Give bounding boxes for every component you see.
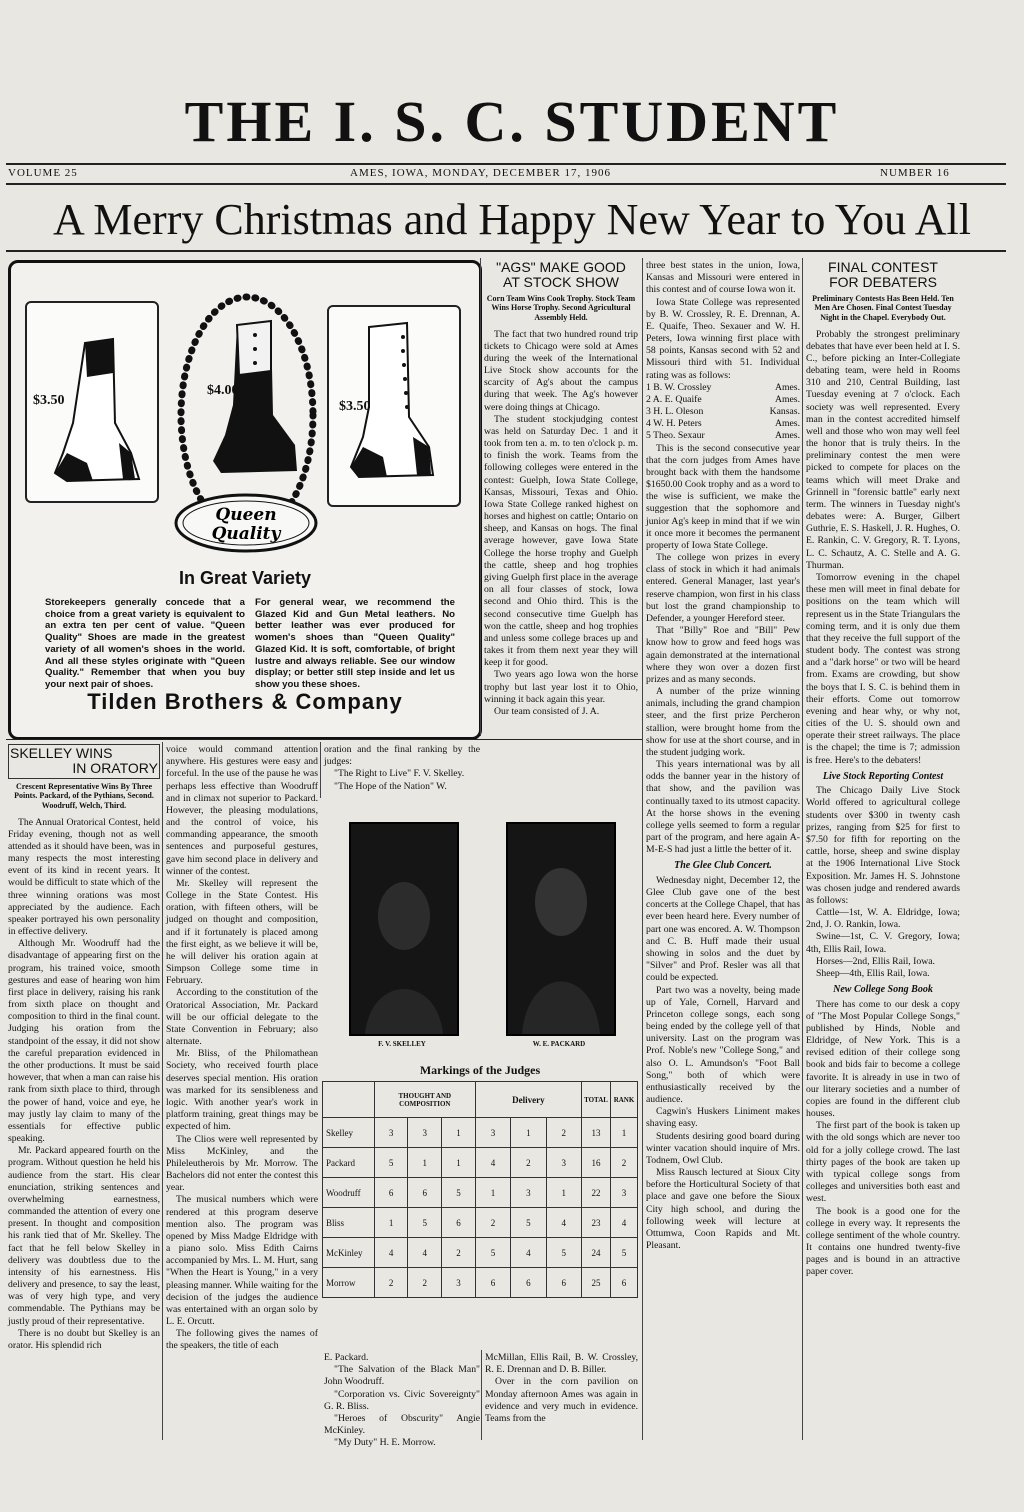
ags-paragraph: A number of the prize winning animals, including the grand champion steer, and the first prize Percheron stallion, were brought home from the show for use at the short course, and in the student judging work. [646, 686, 800, 758]
debate-paragraph: Tomorrow evening in the chapel these men will meet in final debate for positions on the team which will represent us in the State Triangulars the coming term, and it is only due them that they receive the full support of the student body. The contest was strong and a "dark horse" or two will be heard from. Exams are crowding, but show the boys that I. S. C. is behind them in their efforts. Come out tomorrow evening and hear why, or why not, cities of the U. S. should own and operate their street railways. The place is the chapel; the time is 7; admission is free. Here's to the debaters! [806, 572, 960, 766]
score-cell: 5 [442, 1178, 476, 1208]
rating-place: Ames. [774, 381, 800, 393]
dateline: AMES, IOWA, MONDAY, DECEMBER 17, 1906 [350, 167, 611, 179]
caption-skelley: F. V. SKELLEY [378, 1040, 426, 1048]
queen-quality-ad [8, 260, 482, 740]
svg-text:Queen: Queen [215, 505, 277, 525]
rating-name: B. W. Crossley [653, 381, 712, 393]
oratory-column-1 [8, 744, 160, 1440]
total-cell: 25 [582, 1268, 611, 1298]
score-cell: 6 [511, 1268, 546, 1298]
oratory-paragraph: Mr. Packard appeared fourth on the program. Without question he held his audience from the start. His clear enunciation, striking sentences and overwhelming earnestness, commanded the attention of every one present. In thought and composition his rank tied that of Mr. Skelley. The fact that he fell below Skelley in delivery was doubtless due to the intensity of his earnestness. His delivery and presence, to say the least, was of very high type, and very commendable. The Pythians may be justly proud of their representative. [8, 1145, 160, 1327]
ags-story-column-1 [484, 260, 638, 790]
oratory-paragraph: Mr. Bliss, of the Philomathean Society, who received fourth place deserves special mention. His oration was marked for its sensibleness and logic. With another year's work in platform training, great things may be expected of him. [166, 1048, 318, 1133]
column-rule [802, 258, 803, 1440]
score-cell: 5 [475, 1238, 510, 1268]
score-cell: 1 [475, 1178, 510, 1208]
song-book-paragraph: The book is a good one for the college in every way. It represents the college sentiment of the whole country. It contains one hundred twenty-five pages and is bound in an attractive paper cover. [806, 1205, 960, 1278]
ags-paragraph: The fact that two hundred round trip tickets to Chicago were sold at Ames during the week of the International Live Stock show accounts for the scarcity of Ag's about the campus during that week. The Ag's however were doing things at Chicago. [484, 328, 638, 413]
oration-title: "My Duty" H. E. Morrow. [334, 1437, 436, 1449]
oration-title: "The Right to Live" F. V. Skelley. [334, 768, 465, 780]
judges-table-title: Markings of the Judges [419, 1063, 541, 1077]
ags-paragraph: This is the second consecutive year that the corn judges from Ames have brought back with them the handsome $1650.00 Cook trophy and as a word to the wise is sufficient, we make the suggestion that the sophomore and junior Ag's keep in mind that if we win it once more it becomes the permanent property of Iowa State College. [646, 442, 800, 551]
score-cell: 6 [442, 1208, 476, 1238]
live-stock-headline: Live Stock Reporting Contest [822, 770, 944, 782]
rating-rank: 3 [646, 406, 651, 418]
score-cell: 5 [374, 1148, 408, 1178]
rating-row [646, 406, 800, 418]
speaker-name: Skelley [323, 1118, 375, 1148]
rank-cell: 1 [611, 1118, 638, 1148]
notice: Students desiring good board during winter vacation should inquire of Mrs. Todnem, Owl Club. [646, 1130, 800, 1166]
rating-place: Ames. [774, 418, 800, 430]
score-cell: 4 [511, 1238, 546, 1268]
debate-deck: Preliminary Contests Has Been Held. Ten Men Are Chosen. Final Contest Tuesday Night in the Chapel. Everybody Out. [812, 293, 954, 322]
score-cell: 5 [546, 1238, 581, 1268]
judges-table [322, 1081, 638, 1298]
rank-cell: 6 [611, 1268, 638, 1298]
ags-paragraph: Two years ago Iowa won the horse trophy but last year lost it to Ohio, winning it back again this year. [484, 669, 638, 705]
oratory-paragraph: Mr. Skelley will represent the College in the State Contest. His oration, with fifteen others, will be judged on thought and composition, and if it fortunately is placed among the first eight, as we believe it will be, he will deliver his oration again at Simpson College some time in February. [166, 877, 318, 987]
orations-list-bottom [324, 1352, 480, 1449]
ags-paragraph: Over in the corn pavilion on Monday afternoon Ames was again in evidence and very much in evidence. Teams from the [485, 1376, 638, 1424]
speaker-name: Morrow [323, 1268, 375, 1298]
photo-skelley [349, 822, 459, 1036]
song-book-headline: New College Song Book [833, 984, 933, 996]
column-rule [481, 1350, 482, 1440]
greeting-rule [6, 250, 1006, 252]
header-total: TOTAL [582, 1082, 611, 1118]
oration-title: "The Hope of the Nation" W. [334, 780, 447, 792]
rating-row [646, 394, 800, 406]
total-cell: 23 [582, 1208, 611, 1238]
ags-paragraph: The college won prizes in every class of stock in which it had animals entered. General Manager, last year's reserve champion, won first in his class but lost the grand championship to Defender, a younger Hereford steer. [646, 552, 800, 624]
score-cell: 3 [408, 1118, 442, 1148]
score-cell: 2 [475, 1208, 510, 1238]
score-cell: 2 [511, 1148, 546, 1178]
score-cell: 2 [408, 1268, 442, 1298]
table-row [323, 1268, 638, 1298]
rank-cell: 5 [611, 1238, 638, 1268]
ad-body-right: For general wear, we recommend the Glazed Kid and Gun Metal leathers. No better leather was ever produced for women's shoes than "Queen Quality" Glazed Kid. It is soft, comfortable, of bright lustre and always reliable. See our window display; or better still step inside and let us show you these shoes. [255, 597, 455, 690]
award: Swine—1st, C. V. Gregory, Iowa; 4th, Ellis Rail, Iowa. [806, 931, 960, 955]
oration-title: E. Packard. [324, 1352, 369, 1363]
oratory-paragraph: The following gives the names of the speakers, the title of each [166, 1328, 318, 1352]
ags-continued: three best states in the union, Iowa, Kansas and Missouri were entered in this contest and of course Iowa won it. [646, 260, 800, 296]
score-cell: 1 [408, 1148, 442, 1178]
oratory-headline [8, 744, 160, 779]
ags-headline-line: "AGS" MAKE GOOD [496, 259, 626, 275]
masthead-rule-top [6, 163, 1006, 165]
oratory-headline-line: SKELLEY WINS [10, 745, 113, 761]
ags-paragraph: That "Billy" Roe and "Bill" Pew know how to grow and feed hogs was again demonstrated at the international where they won over a dozen first prizes and as many seconds. [646, 625, 800, 685]
score-cell: 3 [511, 1178, 546, 1208]
score-cell: 3 [442, 1268, 476, 1298]
issue-number: NUMBER 16 [880, 167, 950, 179]
ags-team-continued: McMillan, Ellis Rail, B. W. Crossley, R. E. Drennan and D. B. Biller. [485, 1352, 638, 1376]
score-cell: 2 [374, 1268, 408, 1298]
speaker-name: Bliss [323, 1208, 375, 1238]
score-cell: 1 [442, 1148, 476, 1178]
song-book-paragraph: The first part of the book is taken up with the old songs which are never too old for a jolly college crowd. The last thirty pages of the book are taken up with typical college songs from colleges and universities both east and west. [806, 1120, 960, 1205]
score-cell: 6 [408, 1178, 442, 1208]
total-cell: 24 [582, 1238, 611, 1268]
total-cell: 13 [582, 1118, 611, 1148]
score-cell: 4 [546, 1208, 581, 1238]
score-cell: 5 [511, 1208, 546, 1238]
table-row [323, 1178, 638, 1208]
rank-cell: 2 [611, 1148, 638, 1178]
rating-name: W. H. Peters [653, 418, 702, 430]
score-cell: 6 [475, 1268, 510, 1298]
rating-rank: 2 [646, 393, 651, 405]
table-row [323, 1238, 638, 1268]
table-row [323, 1118, 638, 1148]
ad-company: Tilden Brothers & Company [87, 689, 403, 714]
rating-row [646, 430, 800, 442]
header-blank [323, 1082, 375, 1118]
svg-text:Quality: Quality [211, 524, 281, 544]
oration-title: "The Salvation of the Black Man" John Woodruff. [324, 1364, 480, 1388]
photo-packard [506, 822, 616, 1036]
score-cell: 1 [546, 1178, 581, 1208]
column-rule [480, 258, 481, 736]
glee-paragraph: Part two was a novelty, being made up of Yale, Cornell, Harvard and Princeton college songs, each song being ended by the college yell of that university. Last on the program was Prof. Noble's new "College Song," and also O. L. Amundson's "Foot Ball Song," both of which were enthusiastically received by the audience. [646, 984, 800, 1106]
oratory-paragraph: The Annual Oratorical Contest, held Friday evening, though not as well attended as it should have been, was in many respects the most interesting event of its kind in recent years. It would be difficult to state which of the three winning orations was most appreciated by the audience. Each speaker portrayed his own personality in effective delivery. [8, 816, 160, 938]
notice: Cagwin's Huskers Liniment makes shaving easy. [646, 1106, 800, 1130]
ags-paragraph: The student stockjudging contest was held on Saturday Dec. 1 and it took from ten a. m. to ten o'clock p. m. to finish the work. Teams from the following colleges were entered in the contest: Guelph, Iowa State College, Kansas, Missouri, Texas and Ohio. Iowa State College ranked highest on horses and highest on cattle; Ontario on sheep, and Kansas on hogs. The final average however, gave Iowa State College the horse trophy and Guelph the cattle, sheep and hog trophies giving Guelph first place in the average on all four classes of stock, Iowa second and Ohio third. This is the second consecutive time Guelph has won the cattle, sheep and hog trophies and unless some college braces up and takes it from them next year they will keep it for good. [484, 413, 638, 669]
oratory-paragraph: Although Mr. Woodruff had the disadvantage of appearing first on the program, his trained voice, smooth gestures and ease of hearing won him first place in delivery, raising his rank from sixth place on thought and composition to third in the final count. Judging his oration from the standpoint of the essay, it did not show the careful preparation evidenced in the other productions. It must be said however, that when a man can raise his rank from sixth place to third, through the power of hand, voice and eye, he may justly lay claim to many of the essentials for effective public speaking. [8, 938, 160, 1145]
debate-column [806, 260, 960, 1440]
rating-name: A. E. Quaife [652, 393, 702, 405]
ags-paragraph: This years international was by all odds the banner year in the history of that show, and the pavilion was continually taxed to its utmost capacity. At the horse shows in the evening college yells seemed to form a regular part of the program, and here again A-M-E-S had just a little the better of it. [646, 759, 800, 856]
rank-cell: 4 [611, 1208, 638, 1238]
header-thought: THOUGHT AND COMPOSITION [374, 1082, 475, 1118]
rating-name: Theo. Sexaur [653, 430, 705, 442]
rating-rank: 1 [646, 381, 651, 393]
ags-paragraph: Iowa State College was represented by B. W. Crossley, R. E. Drennan, A. E. Quaife, Theo. Sexauer and W. H. Peters, Iowa winning first place with 58 points, Kansas second with 52 and Missouri third with 51. Individual rating was as follows: [646, 296, 800, 381]
score-cell: 4 [408, 1238, 442, 1268]
price-center: $4.00 [207, 383, 239, 398]
header-delivery: Delivery [475, 1082, 581, 1118]
live-stock-paragraph: The Chicago Daily Live Stock World offered to agricultural college students over $300 in twenty cash prizes, ranging from $25 for first to $7.50 for fifth for reporting on the cattle, horse, sheep and swine display at the 1906 International Live Stock Exposition. Mr. James H. S. Johnstone was chosen judge and rendered awards as follows: [806, 785, 960, 906]
table-header-row [323, 1082, 638, 1118]
rating-rank: 5 [646, 430, 651, 442]
score-cell: 2 [442, 1238, 476, 1268]
oratory-paragraph: The musical numbers which were rendered at this program deserve mention also. The program was opened by Miss Madge Eldridge with a piano solo. Miss Edith Cairns accompanied by Mrs. L. M. Hurt, sang "When the Heart is Young," in a very pleasing manner. While waiting for the decision of the judges the audience was entertained with an organ solo by L. E. Orcutt. [166, 1194, 318, 1328]
portrait-packard [508, 824, 614, 1034]
ags-story-bottom [485, 1352, 638, 1440]
score-cell: 1 [511, 1118, 546, 1148]
debate-headline-line: FINAL CONTEST [828, 259, 938, 275]
debate-headline-line: FOR DEBATERS [829, 274, 937, 291]
oratory-deck: Crescent Representative Wins By Three Points. Packard, of the Pythians, Second. Woodruff, Welch, Third. [14, 781, 154, 810]
column-rule [162, 742, 163, 1440]
score-cell: 1 [374, 1208, 408, 1238]
queen-quality-logo [171, 491, 321, 555]
oratory-paragraph: The Clios were well represented by Miss McKinley, and the Phileleutherois by Mr. Morrow. The Bachelors did not enter the contest this year. [166, 1133, 318, 1194]
column-rule [642, 258, 643, 1440]
score-cell: 4 [475, 1148, 510, 1178]
rating-place: Ames. [774, 430, 800, 442]
debate-headline [806, 260, 960, 291]
score-cell: 3 [374, 1118, 408, 1148]
oratory-column-3-top [324, 744, 480, 800]
ratings-list [646, 382, 800, 443]
oratory-paragraph: There is no doubt but Skelley is an orator. His splendid rich [8, 1327, 160, 1351]
song-book-paragraph: There has come to our desk a copy of "The Most Popular College Songs," published by Hinds, Noble and Eldridge, of New York. This is a revised edition of their college song book and bids fair to become a college favorite. It is already in use in two of our literary societies and a number of copies are found in the different club houses. [806, 998, 960, 1120]
ad-body-left: Storekeepers generally concede that a choice from a great variety is equivalent to an extra ten per cent of value. "Queen Quality" Shoes are made in the greatest variety of all women's shoes in the world. And all these styles originate with "Queen Quality." Remember that when you buy your next pair of shoes. [45, 597, 245, 690]
score-cell: 3 [546, 1148, 581, 1178]
award: Sheep—4th, Ellis Rail, Iowa. [816, 967, 930, 979]
column-rule [320, 742, 321, 798]
score-cell: 3 [475, 1118, 510, 1148]
portrait-skelley [351, 824, 457, 1034]
speaker-name: McKinley [323, 1238, 375, 1268]
price-left: $3.50 [33, 393, 65, 408]
rating-place: Kansas. [769, 406, 800, 418]
award: Cattle—1st, W. A. Eldridge, Iowa; 2nd, J. O. Rankin, Iowa. [806, 907, 960, 931]
total-cell: 16 [582, 1148, 611, 1178]
glee-paragraph: Wednesday night, December 12, the Glee Club gave one of the best concerts at the College Chapel, that has ever been heard here. Every number of part one was encored. A. W. Thompson and C. B. Huff made their usual showing in solos and the duet by "Silver" and Prof. Resler was all that could be expected. [646, 874, 800, 984]
volume-label: VOLUME 25 [8, 167, 78, 179]
ags-headline [484, 260, 638, 291]
holiday-greeting: A Merry Christmas and Happy New Year to You All [53, 195, 971, 244]
score-cell: 6 [546, 1268, 581, 1298]
award: Horses—2nd, Ellis Rail, Iowa. [816, 955, 935, 967]
rating-place: Ames. [774, 393, 800, 405]
oratory-paragraph: According to the constitution of the Oratorical Association, Mr. Packard will be our official delegate to the State Convention in February; also alternate. [166, 987, 318, 1048]
notice: Miss Rausch lectured at Sioux City before the Horticultural Society of that place and gave one before the Sioux City high school, and during the following week will lecture at Ottumwa, Coon Rapids and Mt. Pleasant. [646, 1167, 800, 1252]
rank-cell: 3 [611, 1178, 638, 1208]
score-cell: 4 [374, 1238, 408, 1268]
rating-rank: 4 [646, 418, 651, 430]
total-cell: 22 [582, 1178, 611, 1208]
ags-story-column-2 [646, 260, 800, 1440]
rating-row [646, 418, 800, 430]
oration-title: "Corporation vs. Civic Sovereignty" G. R. Bliss. [324, 1388, 480, 1412]
debate-paragraph: Probably the strongest preliminary debates that have ever been held at I. S. C., before picking an Inter-Collegiate debating team, were held in Rooms 310 and 210, Central Building, last Tuesday evening at 7 o'clock. Each society was well represented. Every man in the contest accredited himself well and those who won may well feel the honor that is truly theirs. In the preliminary contest the men were picked to compete for places on the teams which will meet Drake and Grinnell in "forensic battle" early next term. The winners in Tuesday night's debates were: A. Burger, Gilbert Guthrie, E. S. Haskell, J. R. Hughes, O. E. Rankin, C. V. Gregory, R. T. Lyons, L. C. Schautz, A. C. Stelle and A. G. Thurman. [806, 328, 960, 571]
ags-headline-line: AT STOCK SHOW [503, 274, 619, 291]
ags-paragraph: Our team consisted of J. A. [494, 705, 600, 717]
oratory-continued: oration and the final ranking by the judges: [324, 744, 480, 768]
oratory-headline-line: IN ORATORY [72, 760, 158, 777]
table-row [323, 1208, 638, 1238]
oration-title: "Heroes of Obscurity" Angie McKinley. [324, 1412, 480, 1437]
masthead-rule-bottom [6, 183, 1006, 185]
score-cell: 6 [374, 1178, 408, 1208]
score-cell: 5 [408, 1208, 442, 1238]
score-cell: 2 [546, 1118, 581, 1148]
header-rank: RANK [611, 1082, 638, 1118]
oratory-paragraph: voice would command attention anywhere. His gestures were easy and forceful. In the use of the pause he was perhaps less effective than Woodruff and in climax not superior to Packard. However, the pleasing modulations, and the control of voice, his commanding appearance, the smooth sentences and purposeful gestures, gave him second place in delivery and winner of the contest. [166, 744, 318, 877]
masthead-title: THE I. S. C. STUDENT [184, 89, 840, 154]
price-right: $3.50 [339, 399, 371, 414]
rating-row [646, 382, 800, 394]
speaker-name: Woodruff [323, 1178, 375, 1208]
speaker-name: Packard [323, 1148, 375, 1178]
glee-headline: The Glee Club Concert. [674, 860, 772, 872]
caption-packard: W. E. PACKARD [532, 1040, 586, 1048]
ad-headline: In Great Variety [178, 568, 312, 588]
table-row [323, 1148, 638, 1178]
score-cell: 1 [442, 1118, 476, 1148]
ags-deck: Corn Team Wins Cook Trophy. Stock Team Wins Horse Trophy. Second Agricultural Assembly Held. [486, 293, 636, 322]
oratory-column-2 [166, 744, 318, 1440]
rating-name: H. L. Oleson [653, 406, 704, 418]
